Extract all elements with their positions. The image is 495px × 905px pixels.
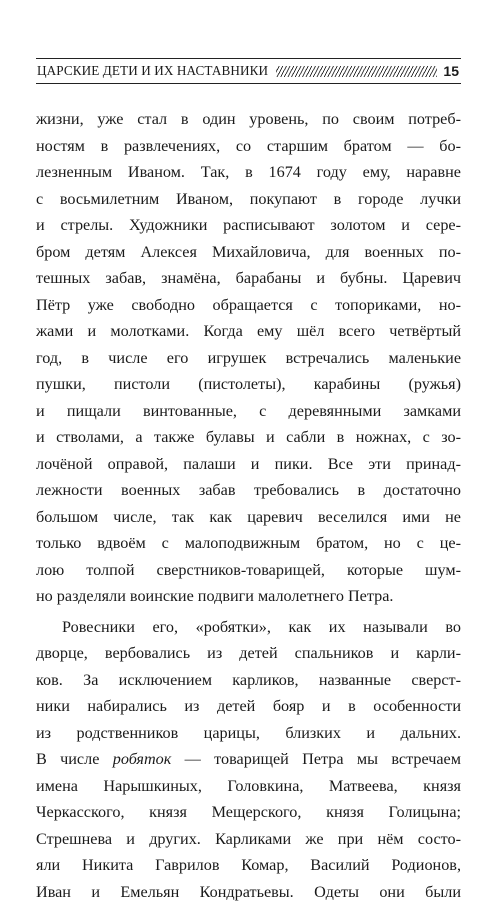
text-line: бром детям Алексея Михайловича, для военных по- — [36, 239, 461, 266]
paragraph-1 — [36, 106, 461, 610]
text-line: жизни, уже стал в один уровень, по своим потреб- — [36, 106, 461, 133]
text-line: год, в числе его игрушек встречались маленькие — [36, 345, 461, 372]
running-header — [36, 58, 461, 84]
text-run: В числе — [36, 750, 113, 768]
text-line: и стрелы. Художники расписывают золотом и сере- — [36, 212, 461, 239]
text-line: Черкасского, князя Мещерского, князя Голицына; — [36, 799, 461, 826]
page-number: 15 — [443, 63, 461, 79]
text-line: пушки, пистоли (пистолеты), карабины (ружья) — [36, 371, 461, 398]
text-line-with-italic — [36, 746, 461, 773]
text-line: Пётр уже свободно обращается с топориками, но- — [36, 292, 461, 319]
text-line: яли Никита Гаврилов Комар, Василий Родионов, — [36, 852, 461, 879]
text-line: имена Нарышкиных, Головкина, Матвеева, князя — [36, 773, 461, 800]
text-line: лежности военных забав требовались в достаточно — [36, 477, 461, 504]
text-line: большом числе, так как царевич веселился ими не — [36, 504, 461, 531]
text-line: Ровесники его, «робятки», как их называли во — [36, 614, 461, 641]
text-line: с восьмилетним Иваном, покупают в городе лучки — [36, 186, 461, 213]
text-line: и пищали винтованные, с деревянными замками — [36, 398, 461, 425]
text-line: ники набирались из детей бояр и в особенности — [36, 693, 461, 720]
text-line: но разделяли воинские подвиги малолетнего Петра. — [36, 583, 461, 610]
body-text — [36, 106, 461, 905]
text-line: тешных забав, знамёна, барабаны и бубны. Царевич — [36, 265, 461, 292]
text-line: ностям в развлечениях, со старшим братом — бо- — [36, 133, 461, 160]
text-run: — товарищей Петра мы встречаем — [171, 750, 461, 768]
italic-term: робяток — [113, 750, 172, 768]
text-line: дворце, вербовались из детей спальников и карли- — [36, 640, 461, 667]
text-line: лою толпой сверстников-товарищей, которые шум- — [36, 557, 461, 584]
text-line: Иван и Емельян Кондратьевы. Одеты они были — [36, 879, 461, 905]
chapter-title: ЦАРСКИЕ ДЕТИ И ИХ НАСТАВНИКИ — [36, 63, 268, 79]
text-line: и стволами, а также булавы и сабли в ножнах, с зо- — [36, 424, 461, 451]
decorative-hatch-rule — [276, 66, 437, 77]
text-line: ков. За исключением карликов, названные сверст- — [36, 667, 461, 694]
text-line: лезненным Иваном. Так, в 1674 году ему, наравне — [36, 159, 461, 186]
text-line: лочёной оправой, палаши и пики. Все эти принад- — [36, 451, 461, 478]
text-line: Стрешнева и других. Карликами же при нём состо- — [36, 826, 461, 853]
paragraph-2 — [36, 614, 461, 905]
text-line: только вдвоём с малоподвижным братом, но с це- — [36, 530, 461, 557]
text-line: из родственников царицы, близких и дальних. — [36, 720, 461, 747]
text-line: жами и молотками. Когда ему шёл всего четвёртый — [36, 318, 461, 345]
